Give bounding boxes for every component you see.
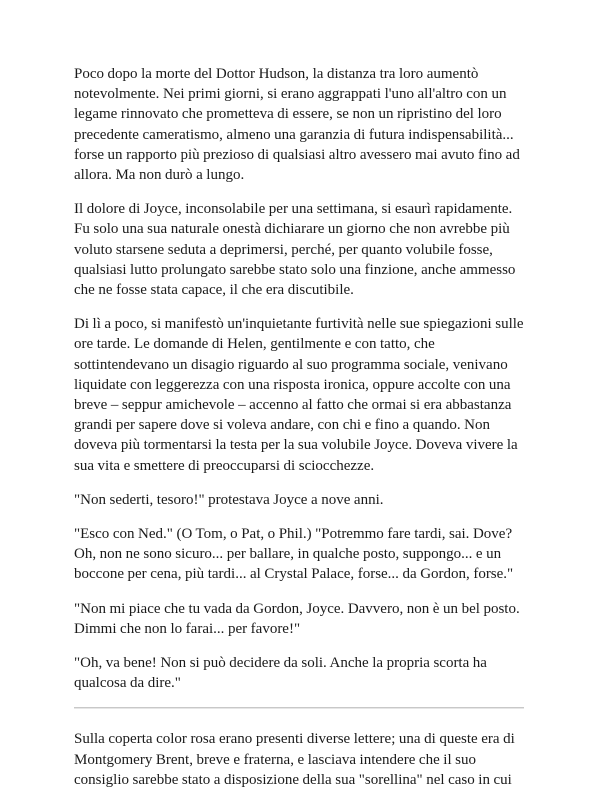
paragraph: "Esco con Ned." (O Tom, o Pat, o Phil.) "Potremmo fare tardi, sai. Dove? Oh, non ne sono sicuro... per ballare, in qualche posto, suppongo... e un boccone per cena, più tardi... al Crystal Palace, forse... da Gordon, forse." (74, 526, 514, 583)
paragraph: Di lì a poco, si manifestò un'inquietante furtività nelle sue spiegazioni sulle ore tarde. Le domande di Helen, gentilmente e con tatto, che sottintendevano un disagio riguardo al suo programma sociale, venivano liquidate con leggerezza con una risposta ironica, oppure accolte con una breve – seppur amichevole – accenno al fatto che ormai si era abbastanza grandi per sapere dove si voleva andare, con chi e fino a quando. Non doveva più tormentarsi la testa per la sua volubile Joyce. Doveva vivere la sua vita e smettere di preoccuparsi di sciocchezze. (74, 316, 524, 474)
paragraph: Il dolore di Joyce, inconsolabile per una settimana, si esaurì rapidamente. Fu solo una sua naturale onestà dichiarare un giorno che non avrebbe più voluto starsene seduta a deprimersi, perché, per quanto volubile fosse, qualsiasi lutto prolungato sarebbe stato solo una finzione, anche ammesso che ne fosse stata capace, il che era discutibile. (74, 201, 516, 299)
paragraph: "Oh, va bene! Non si può decidere da soli. Anche la propria scorta ha qualcosa da dire." (74, 655, 487, 692)
document-page (74, 64, 526, 804)
paragraph: Poco dopo la morte del Dottor Hudson, la distanza tra loro aumentò notevolmente. Nei primi giorni, si erano aggrappati l'uno all'altro con un legame rinnovato che prometteva di essere, se non un ripristino del loro precedente cameratismo, almeno una garanzia di futura indispensabilità... forse un rapporto più prezioso di qualsiasi altro avessero mai avuto fino ad allora. Ma non durò a lungo. (74, 66, 520, 184)
section-divider (74, 707, 524, 709)
paragraph: "Non mi piace che tu vada da Gordon, Joyce. Davvero, non è un bel posto. Dimmi che non lo farai... per favore!" (74, 600, 520, 637)
paragraph: Sulla coperta color rosa erano presenti diverse lettere; una di queste era di Montgomery Brent, breve e fraterna, e lasciava intendere che il suo consiglio sarebbe stato a disposizione della sua "sorellina" nel caso in cui (74, 731, 515, 788)
paragraph: "Non sederti, tesoro!" protestava Joyce a nove anni. (74, 491, 384, 508)
